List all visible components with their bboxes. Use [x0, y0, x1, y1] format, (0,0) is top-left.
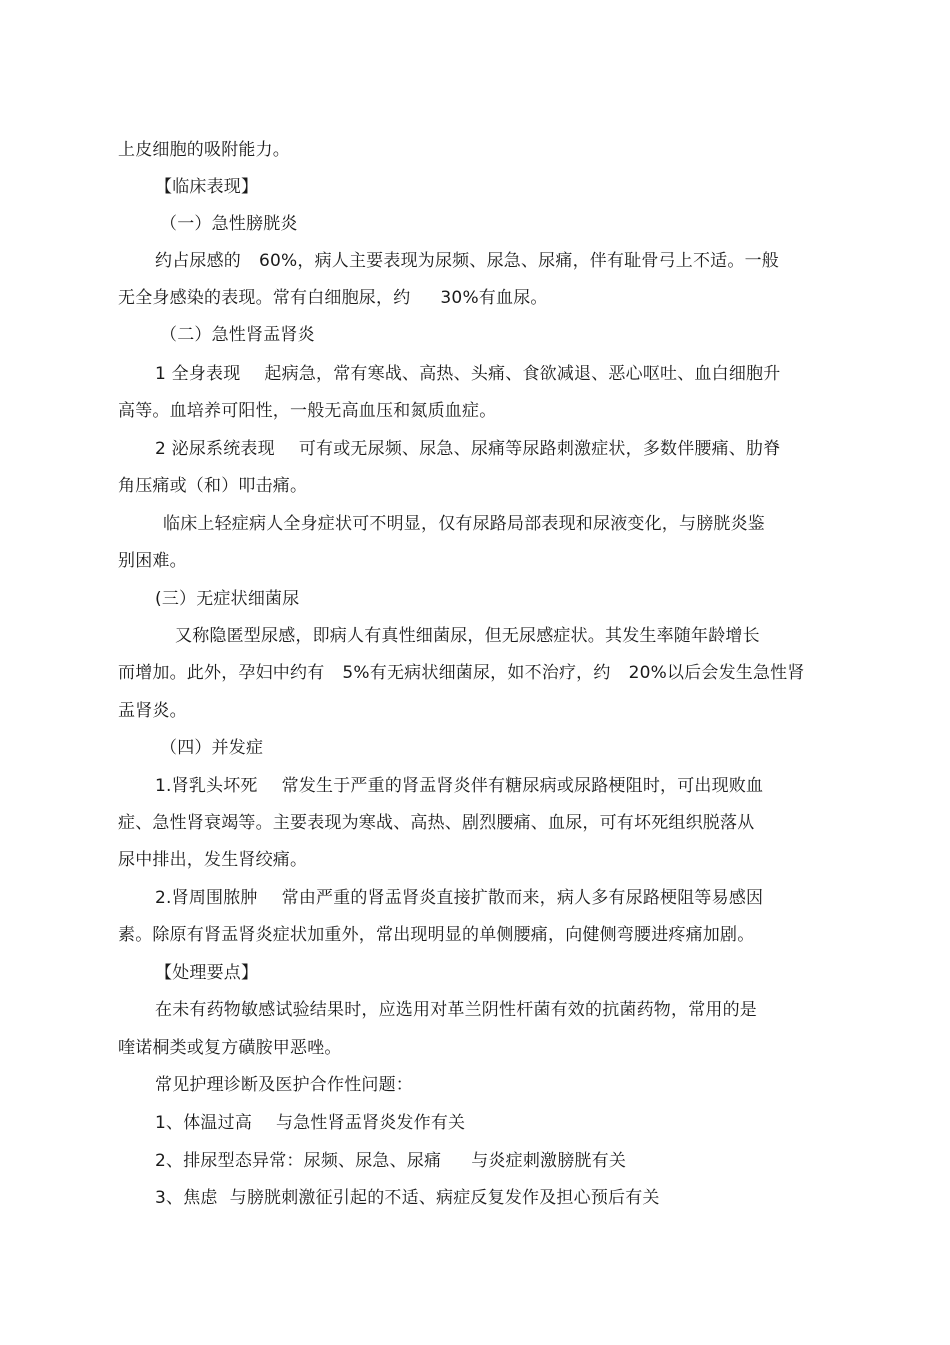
- text-span: 1.肾乳头坏死: [155, 776, 258, 796]
- text-line: [118, 138, 290, 162]
- text-line: [118, 549, 187, 573]
- text-span: 60%，病人主要表现为尿频、尿急、尿痛，伴有耻骨弓上不适。一般: [259, 251, 779, 271]
- text-span: 与膀胱刺激征引起的不适、病症反复发作及担心预后有关: [229, 1188, 660, 1208]
- text-span: 1、体温过高: [155, 1113, 253, 1133]
- section-heading: [155, 961, 258, 985]
- text-line: [118, 399, 496, 423]
- text-span: 高等。血培养可阳性，一般无高血压和氮质血症。: [118, 401, 497, 421]
- text-span: 别困难。: [118, 551, 187, 571]
- list-item: [155, 1186, 660, 1210]
- text-span: 常由严重的肾盂肾炎直接扩散而来，病人多有尿路梗阻等易感因: [281, 888, 764, 908]
- text-span: 可有或无尿频、尿急、尿痛等尿路刺激症状，多数伴腰痛、肋脊: [298, 439, 781, 459]
- text-span: 与炎症刺激膀胱有关: [471, 1151, 627, 1171]
- text-line: [155, 886, 763, 910]
- text-span: 1 全身表现: [155, 364, 241, 384]
- text-line: [155, 437, 780, 461]
- subsection-heading: [155, 587, 299, 611]
- text-span: 约占尿感的: [155, 251, 241, 271]
- text-span: 起病急，常有寒战、高热、头痛、食欲减退、恶心呕吐、血白细胞升: [264, 364, 781, 384]
- text-span: 症、急性肾衰竭等。主要表现为寒战、高热、剧烈腰痛、血尿，可有坏死组织脱落从: [118, 813, 755, 833]
- text-span: 临床上轻症病人全身症状可不明显，仅有尿路局部表现和尿液变化，与膀胱炎鉴: [163, 514, 765, 534]
- text-span: 2.肾周围脓肿: [155, 888, 258, 908]
- text-span: 而增加。此外，孕妇中约有: [118, 663, 325, 683]
- list-item: [155, 1111, 465, 1135]
- text-span: 5%有无病状细菌尿，如不治疗，约: [342, 663, 611, 683]
- section-heading: [155, 175, 258, 199]
- text-line: [118, 848, 307, 872]
- subsection-heading: [160, 323, 315, 347]
- text-span: 常见护理诊断及医护合作性问题：: [155, 1075, 413, 1095]
- text-span: 3、焦虑: [155, 1188, 218, 1208]
- text-line: [155, 998, 757, 1022]
- list-item: [155, 1149, 626, 1173]
- text-line: [155, 774, 763, 798]
- text-span: 【临床表现】: [155, 177, 259, 197]
- text-span: 常发生于严重的肾盂肾炎伴有糖尿病或尿路梗阻时，可出现败血: [281, 776, 764, 796]
- text-line: [163, 512, 765, 536]
- text-line: [118, 474, 307, 498]
- text-span: 又称隐匿型尿感，即病人有真性细菌尿，但无尿感症状。其发生率随年龄增长: [175, 626, 760, 646]
- text-span: 2 泌尿系统表现: [155, 439, 275, 459]
- text-span: 素。除原有肾盂肾炎症状加重外，常出现明显的单侧腰痛，向健侧弯腰进疼痛加剧。: [118, 925, 755, 945]
- subsection-heading: [160, 212, 298, 236]
- subsection-heading: [160, 736, 263, 760]
- text-line: [118, 699, 187, 723]
- text-line: [118, 923, 754, 947]
- text-span: 上皮细胞的吸附能力。: [118, 140, 290, 160]
- text-span: 盂肾炎。: [118, 701, 187, 721]
- text-span: 喹诺桐类或复方磺胺甲恶唑。: [118, 1038, 342, 1058]
- text-span: 角压痛或（和）叩击痛。: [118, 476, 308, 496]
- text-span: 尿中排出，发生肾绞痛。: [118, 850, 308, 870]
- text-line: [155, 362, 780, 386]
- text-span: （二）急性肾盂肾炎: [160, 325, 315, 345]
- text-line: [118, 1036, 342, 1060]
- text-span: （一）急性膀胱炎: [160, 214, 298, 234]
- text-line: [155, 1073, 413, 1097]
- text-span: 20%以后会发生急性肾: [628, 663, 805, 683]
- text-span: （四）并发症: [160, 738, 264, 758]
- text-line: [118, 811, 754, 835]
- text-span: 与急性肾盂肾炎发作有关: [276, 1113, 466, 1133]
- text-span: (三）无症状细菌尿: [155, 589, 300, 609]
- text-line: [118, 661, 805, 685]
- text-span: 在未有药物敏感试验结果时，应选用对革兰阴性杆菌有效的抗菌药物，常用的是: [155, 1000, 757, 1020]
- text-span: 无全身感染的表现。常有白细胞尿，约: [118, 288, 411, 308]
- text-span: 30%有血尿。: [440, 288, 548, 308]
- text-line: [175, 624, 760, 648]
- text-line: [155, 249, 779, 273]
- text-span: 2、排尿型态异常：尿频、尿急、尿痛: [155, 1151, 442, 1171]
- text-span: 【处理要点】: [155, 963, 259, 983]
- text-line: [118, 286, 548, 310]
